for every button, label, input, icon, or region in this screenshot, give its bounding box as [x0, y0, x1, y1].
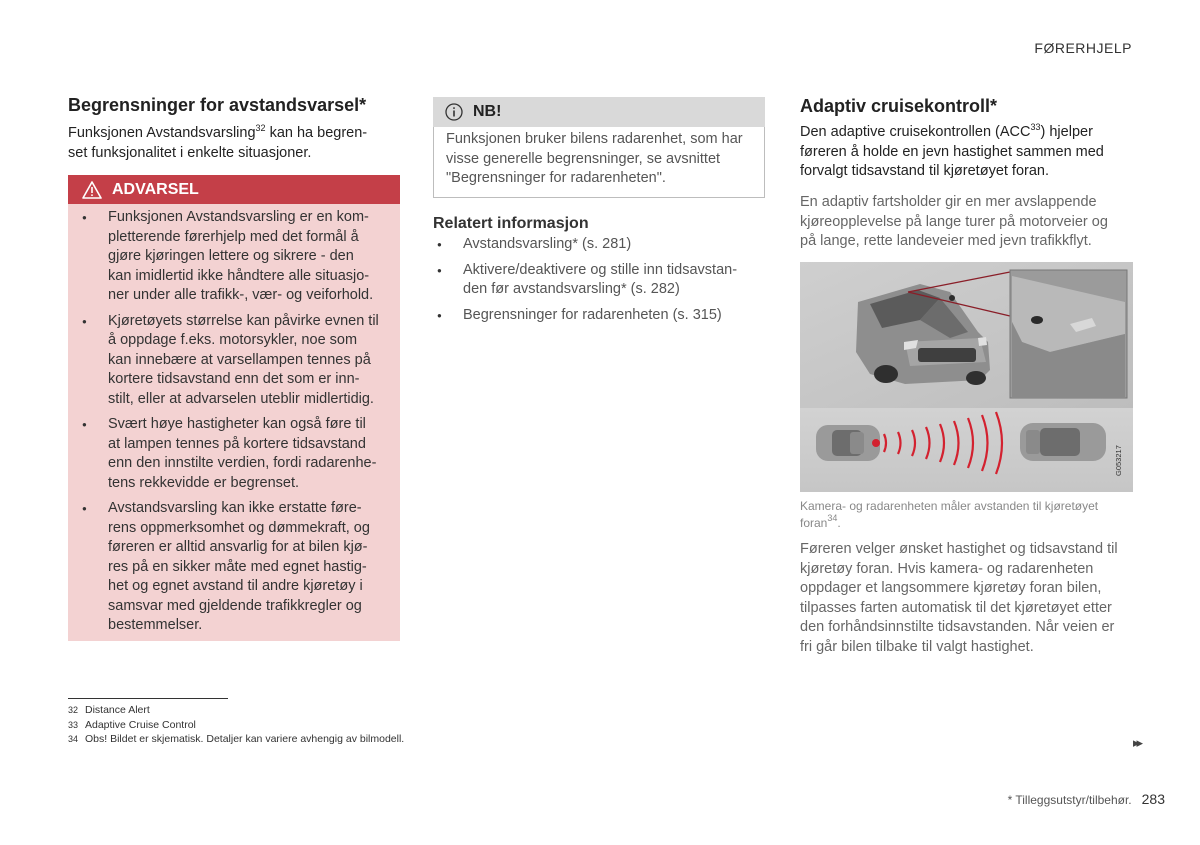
related-info-title: Relatert informasjon [433, 215, 589, 232]
warning-item: ● Funksjonen Avstandsvarsling er en kom- pletterende førerhjelp med det formål å gjøre kjøringen lettere og sikrere - den kan imidlertid ikke håndtere alle situasjo- ner under alle trafikk-, vær- og veiforhold. [68, 208, 390, 306]
camera-radar-inset [1010, 270, 1127, 398]
section-header: FØRERHJELP [1034, 40, 1132, 56]
right-title: Adaptiv cruisekontroll* [800, 96, 998, 116]
info-icon [445, 103, 463, 121]
left-title: Begrensninger for avstandsvarsel* [68, 95, 367, 115]
acc-illustration-graphic [800, 262, 1133, 492]
nb-label: NB! [473, 103, 502, 120]
figure-caption: Kamera- og radarenheten måler avstanden til kjøretøyet foran$^{34}$. [800, 499, 1099, 530]
warning-triangle-icon [82, 181, 102, 199]
ego-car-top-view [816, 425, 880, 461]
figure-code: G053217 [1114, 445, 1123, 476]
warning-item: ● Kjøretøyets størrelse kan påvirke evnen til å oppdage f.eks. motorsykler, noe som kan innebære at varsellampen tennes på kortere tidsavstand enn det som er inn- stilt, eller at advarselen uteblir midlertidig. [68, 312, 390, 410]
warning-item: ● Avstandsvarsling kan ikke erstatte føre- rens oppmerksomhet og dømmekraft, og føreren er alltid ansvarlig for at bilen kjø- res på en sikker måte med egnet hastig- het og egnet avstand til andre kjøretøy i samsvar med gjeldende trafikkregler og bestemmelser. [68, 499, 390, 636]
warning-item: ● Svært høye hastigheter kan også føre til at lampen tennes på kortere tidsavstand enn den innstilte verdien, fordi radarenhe- tens rekkevidde er begrenset. [68, 415, 390, 493]
warning-label: ADVARSEL [112, 180, 199, 198]
nb-header [433, 97, 765, 127]
lead-car-top-view [1020, 423, 1106, 461]
footnote-ref[interactable]: 32 [255, 123, 266, 133]
related-info-list [433, 235, 763, 331]
left-intro: Funksjonen Avstandsvarsling$^{32}$ kan ha begren- set funksjonalitet i enkelte situasjoner. [68, 123, 368, 161]
nb-text: Funksjonen bruker bilens radarenhet, som har visse generelle begrensninger, se avsnittet "Begrensninger for radarenheten". [446, 131, 743, 186]
footnote: 32 Distance Alert [68, 704, 150, 716]
warning-header [68, 175, 400, 204]
related-link[interactable]: ● Avstandsvarsling* (s. 281) [433, 235, 763, 255]
footnote-ref[interactable]: 34 [827, 513, 838, 523]
related-link[interactable]: ● Begrensninger for radarenheten (s. 315) [433, 306, 763, 326]
right-intro: Den adaptive cruisekontrollen (ACC$^{33}$) hjelper føreren å holde en jevn hastighet sammen med forvalgt tidsavstand til kjøretøyet foran. [800, 122, 1104, 179]
footnote: 34 Obs! Bildet er skjematisk. Detaljer kan variere avhengig av bilmodell. [68, 733, 405, 745]
nb-body [433, 127, 765, 198]
right-paragraph-1: En adaptiv fartsholder gir en mer avslappende kjøreopplevelse på lange turer på motorveier og på lange, rette landeveier med jevn trafikkflyt. [800, 194, 1108, 249]
footnotes [68, 703, 404, 747]
acc-illustration [800, 262, 1133, 492]
continue-arrows-icon[interactable]: ▸▸ [1132, 735, 1140, 750]
footnote: 33 Adaptive Cruise Control [68, 718, 196, 731]
footnote-ref[interactable]: 33 [1030, 122, 1041, 132]
warning-body [68, 204, 400, 641]
accessory-note: * Tilleggsutstyr/tilbehør. [1007, 793, 1132, 807]
related-link[interactable]: ● Aktivere/deaktivere og stille inn tidsavstan- den før avstandsvarsling* (s. 282) [433, 261, 763, 300]
page-number: 283 [1141, 791, 1165, 807]
footnote-divider [68, 698, 228, 699]
right-paragraph-2: Føreren velger ønsket hastighet og tidsavstand til kjøretøy foran. Hvis kamera- og radarenheten oppdager et langsommere kjøretøy foran bilen, tilpasses farten automatisk til det kjøretøyet etter den forhåndsinnstilte tidsavstanden. Når veien er fri går bilen tilbake til valgt hastighet. [800, 541, 1118, 655]
page-footer [1008, 791, 1165, 807]
